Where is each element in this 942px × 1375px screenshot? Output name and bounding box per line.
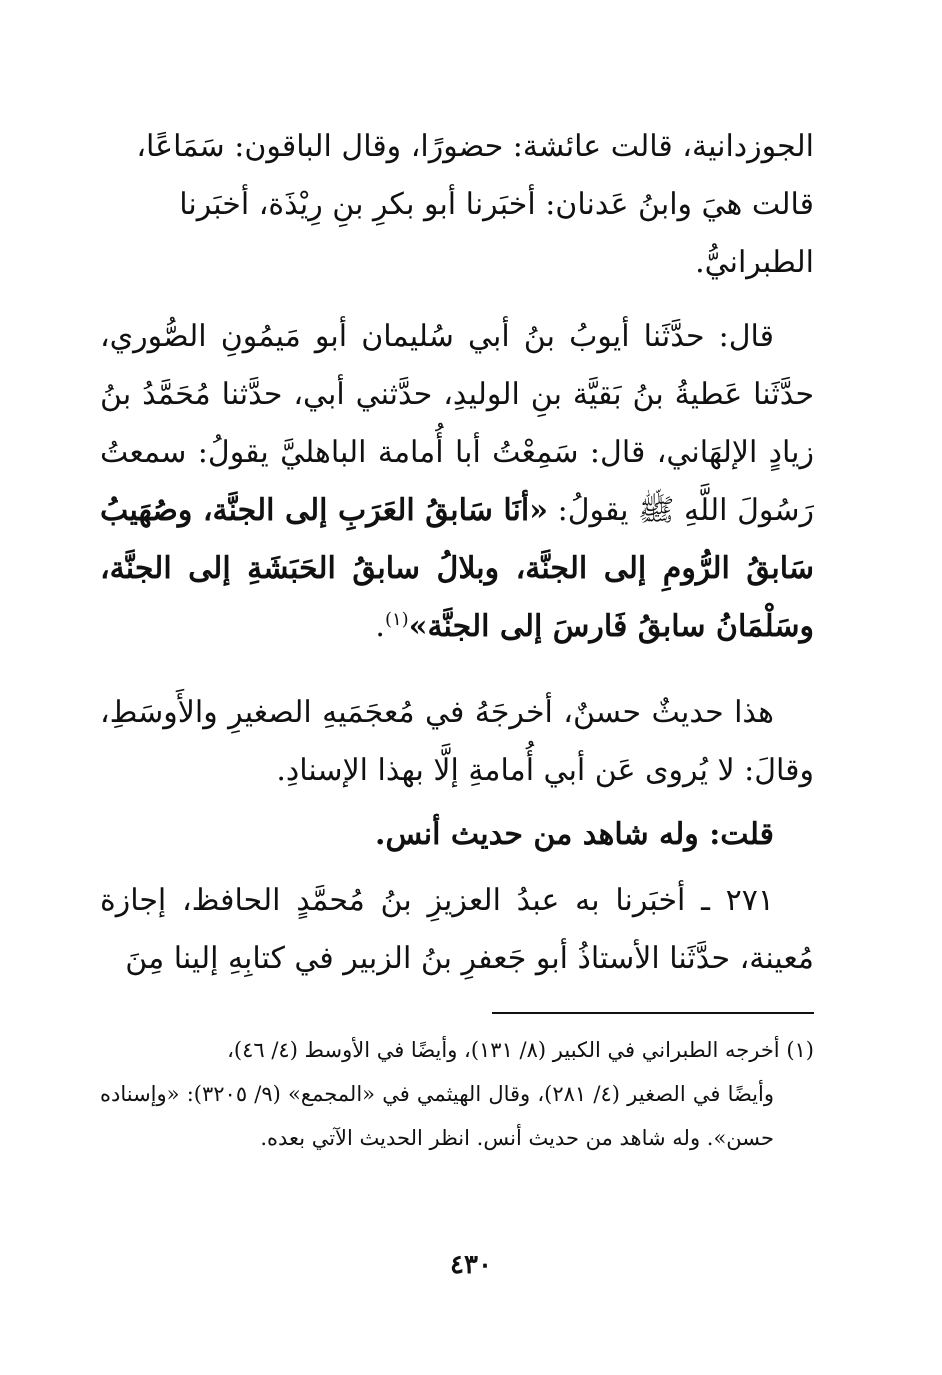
paragraph-4 <box>100 806 814 864</box>
footnote-ref: (١) <box>384 609 409 630</box>
paragraph-1-line-3: الطبرانيُّ. <box>695 245 814 280</box>
isnad-text: قال: حدَّثَنا أيوبُ بنُ أبي سُليمان أبو مَيمُونِ الصُّوري، حدَّثَنا عَطيةُ بنُ بَقيَّة بنِ الوليدِ، حدَّثني أبي، حدَّثنا مُحَمَّدُ بنُ زيادٍ الإلهَاني، قال: سَمِعْتُ أبا أُمامة الباهليَّ يقولُ: سمعتُ رَسُولَ اللَّهِ ﷺ يقولُ: <box>100 319 814 528</box>
paragraph-2-end: . <box>375 609 385 644</box>
paragraph-1-line-2: قالت هيَ وابنُ عَدنان: أخبَرنا أبو بكرِ بنِ رِيْذَة، أخبَرنا <box>179 187 814 222</box>
witness-note: قلت: وله شاهد من حديث أنس. <box>375 817 774 852</box>
paragraph-2 <box>100 308 814 656</box>
paragraph-1-line-1: الجوزدانية، قالت عائشة: حضورًا، وقال الباقون: سَمَاعًا، <box>136 129 814 164</box>
paragraph-5 <box>100 872 814 988</box>
page-number: ٤٣٠ <box>450 1250 492 1280</box>
hadith-text: «أنَا سَابقُ العَرَبِ إلى الجنَّة، وصُهَيبُ سَابقُ الرُّومِ إلى الجنَّة، وبلالُ سابقُ الحَبَشَةِ إلى الجنَّة، وسَلْمَانُ سابقُ فَارسَ إلى الجنَّة» <box>100 493 814 644</box>
footnote-divider <box>492 1012 814 1014</box>
paragraph-3 <box>100 684 814 800</box>
footnote-1-line-1: (١) أخرجه الطبراني في الكبير (٨/ ١٣١)، وأيضًا في الأوسط (٤/ ٤٦)، <box>227 1038 814 1062</box>
paragraph-1 <box>100 118 814 292</box>
hadith-271-text: ٢٧١ ـ أخبَرنا به عبدُ العزيزِ بنُ مُحمَّدٍ الحافظ، إجازة مُعينة، حدَّثَنا الأستاذُ أبو جَعفرِ بنُ الزبير في كتابِهِ إلينا مِنَ <box>100 883 814 976</box>
footnote-1-continuation: وأيضًا في الصغير (٤/ ٢٨١)، وقال الهيثمي في «المجمع» (٩/ ٣٢٠٥): «وإسناده حسن». وله شاهد من حديث أنس. انظر الحديث الآتي بعده. <box>100 1082 775 1150</box>
footnotes <box>100 1028 814 1160</box>
grading-text: هذا حديثٌ حسنٌ، أخرجَهُ في مُعجَمَيهِ الصغيرِ والأَوسَطِ، وقالَ: لا يُروى عَن أبي أُمامةِ إلَّا بهذا الإسنادِ. <box>100 695 814 788</box>
